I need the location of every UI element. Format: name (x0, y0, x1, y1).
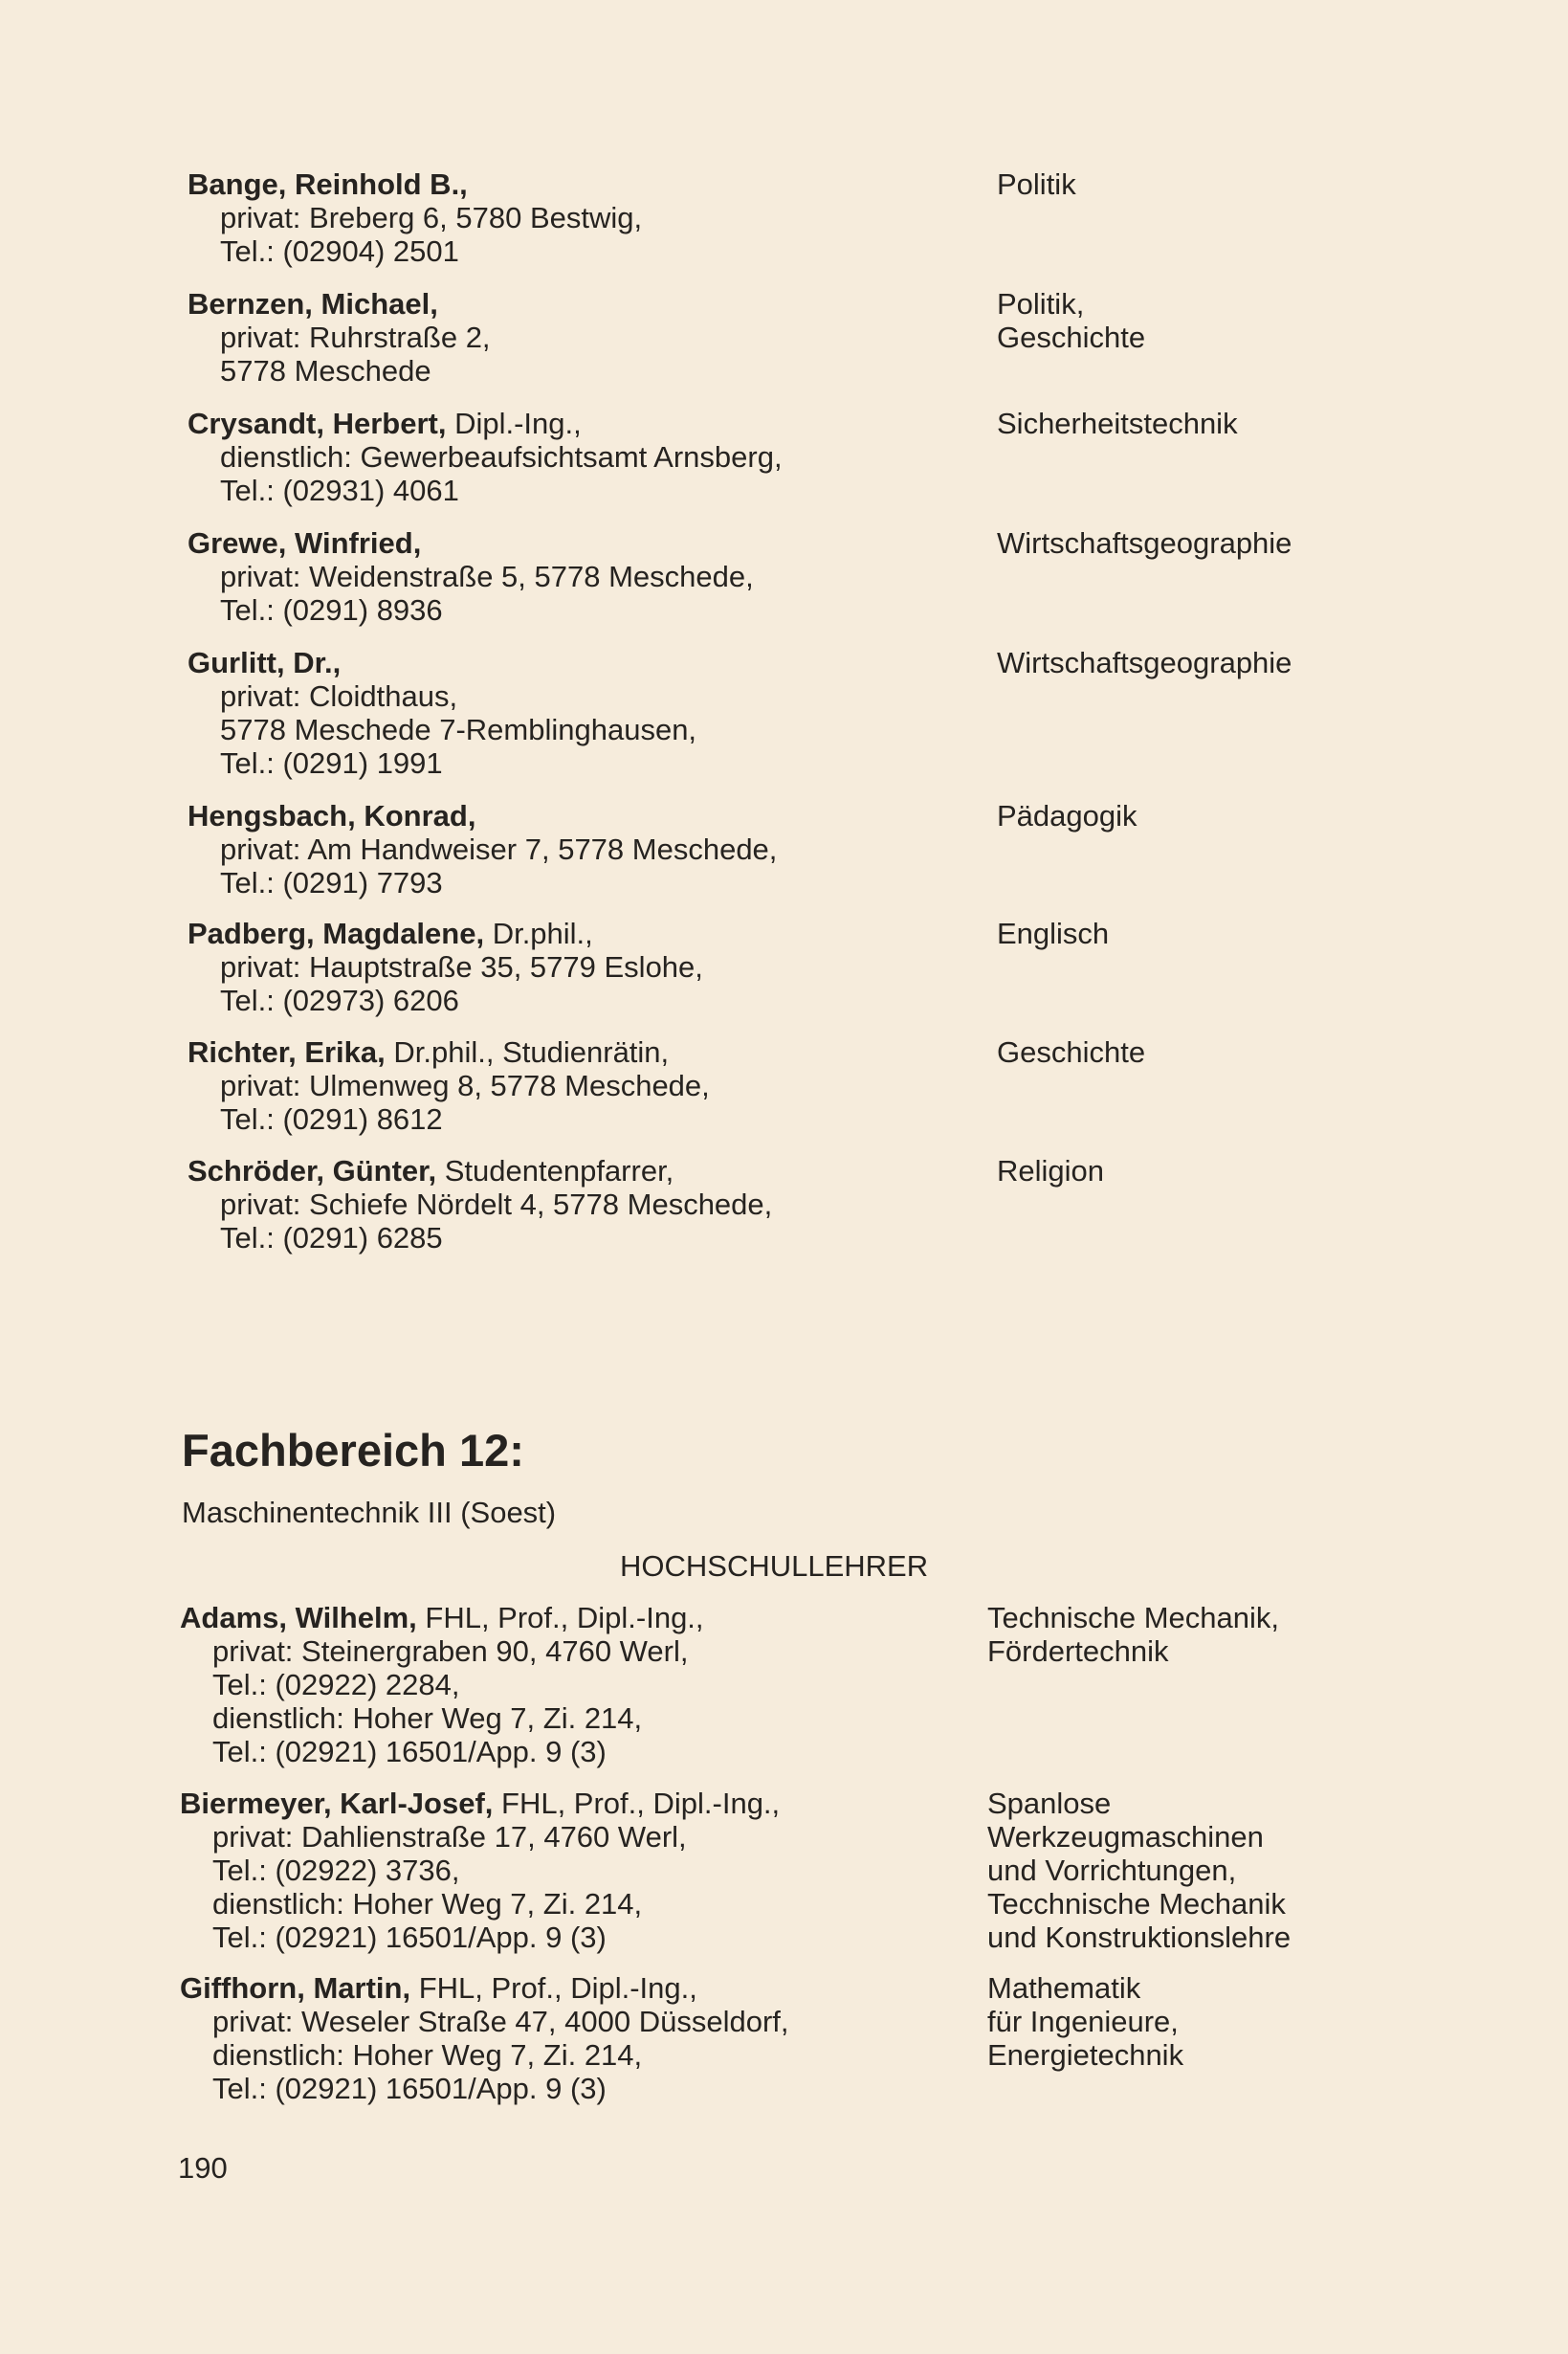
person-info (188, 167, 1010, 268)
person-detail: 5778 Meschede 7-Remblinghausen, (220, 713, 697, 746)
person-detail: privat: Dahlienstraße 17, 4760 Werl, (212, 1820, 687, 1854)
person-info (188, 646, 1010, 780)
subject-area (997, 526, 1533, 560)
subject-line: Spanlose (987, 1787, 1112, 1820)
person-detail: dienstlich: Hoher Weg 7, Zi. 214, (212, 1887, 643, 1921)
subject-area (987, 1787, 1523, 1954)
subject-line: Fördertechnik (987, 1634, 1169, 1668)
person-detail: Tel.: (02921) 16501/App. 9 (3) (212, 2072, 607, 2105)
subject-line: Wirtschaftsgeographie (997, 646, 1292, 679)
subject-line: Geschichte (997, 1035, 1146, 1069)
person-name: Richter, Erika, (188, 1035, 386, 1069)
role-heading: HOCHSCHULLEHRER (620, 1549, 929, 1583)
person-detail: Tel.: (0291) 1991 (220, 746, 443, 780)
subject-area (987, 1601, 1523, 1668)
person-name: Gurlitt, Dr., (188, 646, 342, 679)
person-detail: Tel.: (02922) 3736, (212, 1854, 460, 1887)
person-name: Adams, Wilhelm, (180, 1601, 417, 1634)
person-detail: privat: Hauptstraße 35, 5779 Eslohe, (220, 950, 703, 984)
subject-line: für Ingenieure, (987, 2005, 1179, 2038)
subject-line: Technische Mechanik, (987, 1601, 1279, 1634)
subject-line: Politik, (997, 287, 1085, 321)
person-detail: Tel.: (0291) 8936 (220, 593, 443, 627)
person-info (188, 407, 1010, 507)
subject-line: und Konstruktionslehre (987, 1921, 1292, 1954)
person-detail: Tel.: (02922) 2284, (212, 1668, 460, 1701)
person-title: Studentenpfarrer, (436, 1154, 674, 1188)
person-name: Biermeyer, Karl-Josef, (180, 1787, 494, 1820)
person-name: Hengsbach, Konrad, (188, 799, 476, 833)
subject-line: Religion (997, 1154, 1105, 1188)
subject-line: Pädagogik (997, 799, 1137, 833)
person-detail: dienstlich: Hoher Weg 7, Zi. 214, (212, 1701, 643, 1735)
person-info (180, 1787, 1003, 1954)
subject-area (997, 1035, 1533, 1069)
person-name: Crysandt, Herbert, (188, 407, 447, 440)
subject-area (997, 917, 1533, 950)
person-detail: privat: Weidenstraße 5, 5778 Meschede, (220, 560, 754, 593)
subject-line: Tecchnische Mechanik (987, 1887, 1286, 1921)
person-info (180, 1971, 1003, 2105)
subject-area (997, 646, 1533, 679)
person-title: FHL, Prof., Dipl.-Ing., (493, 1787, 781, 1820)
person-detail: privat: Breberg 6, 5780 Bestwig, (220, 201, 643, 234)
person-info (188, 917, 1010, 1017)
subject-line: Sicherheitstechnik (997, 407, 1238, 440)
subject-line: Werkzeugmaschinen (987, 1820, 1264, 1854)
person-detail: Tel.: (02921) 16501/App. 9 (3) (212, 1735, 607, 1768)
person-info (180, 1601, 1003, 1768)
person-detail: privat: Ruhrstraße 2, (220, 321, 491, 354)
subject-line: Politik (997, 167, 1076, 201)
page-number: 190 (178, 2151, 228, 2185)
person-detail: Tel.: (02904) 2501 (220, 234, 459, 268)
person-detail: privat: Ulmenweg 8, 5778 Meschede, (220, 1069, 710, 1102)
person-name: Bange, Reinhold B., (188, 167, 468, 201)
person-detail: dienstlich: Gewerbeaufsichtsamt Arnsberg, (220, 440, 783, 474)
subject-line: Energietechnik (987, 2038, 1184, 2072)
subject-line: Wirtschaftsgeographie (997, 526, 1292, 560)
person-detail: privat: Weseler Straße 47, 4000 Düsseldorf, (212, 2005, 789, 2038)
person-detail: privat: Cloidthaus, (220, 679, 458, 713)
person-title: Dr.phil., Studienrätin, (385, 1035, 670, 1069)
person-info (188, 287, 1010, 388)
subject-area (987, 1971, 1523, 2072)
person-title: Dipl.-Ing., (446, 407, 582, 440)
person-name: Grewe, Winfried, (188, 526, 422, 560)
person-detail: Tel.: (02973) 6206 (220, 984, 459, 1017)
person-info (188, 526, 1010, 627)
person-detail: Tel.: (02921) 16501/App. 9 (3) (212, 1921, 607, 1954)
subject-line: Englisch (997, 917, 1110, 950)
section-subheading: Maschinentechnik III (Soest) (182, 1496, 557, 1529)
person-detail: Tel.: (0291) 6285 (220, 1221, 443, 1255)
subject-area (997, 287, 1533, 354)
person-detail: privat: Steinergraben 90, 4760 Werl, (212, 1634, 689, 1668)
subject-line: Geschichte (997, 321, 1146, 354)
subject-area (997, 167, 1533, 201)
person-detail: Tel.: (0291) 7793 (220, 866, 443, 899)
person-detail: 5778 Meschede (220, 354, 431, 388)
subject-area (997, 1154, 1533, 1188)
person-name: Giffhorn, Martin, (180, 1971, 411, 2005)
person-info (188, 1035, 1010, 1136)
person-info (188, 799, 1010, 899)
section-heading: Fachbereich 12: (182, 1425, 524, 1476)
person-name: Schröder, Günter, (188, 1154, 437, 1188)
person-title: Dr.phil., (484, 917, 593, 950)
person-name: Padberg, Magdalene, (188, 917, 485, 950)
person-detail: Tel.: (0291) 8612 (220, 1102, 443, 1136)
person-name: Bernzen, Michael, (188, 287, 438, 321)
person-title: FHL, Prof., Dipl.-Ing., (410, 1971, 697, 2005)
person-info (188, 1154, 1010, 1255)
subject-area (997, 407, 1533, 440)
person-detail: privat: Am Handweiser 7, 5778 Meschede, (220, 833, 778, 866)
person-detail: Tel.: (02931) 4061 (220, 474, 459, 507)
subject-line: Mathematik (987, 1971, 1141, 2005)
person-detail: dienstlich: Hoher Weg 7, Zi. 214, (212, 2038, 643, 2072)
person-detail: privat: Schiefe Nördelt 4, 5778 Meschede, (220, 1188, 773, 1221)
person-title: FHL, Prof., Dipl.-Ing., (416, 1601, 704, 1634)
subject-area (997, 799, 1533, 833)
subject-line: und Vorrichtungen, (987, 1854, 1237, 1887)
